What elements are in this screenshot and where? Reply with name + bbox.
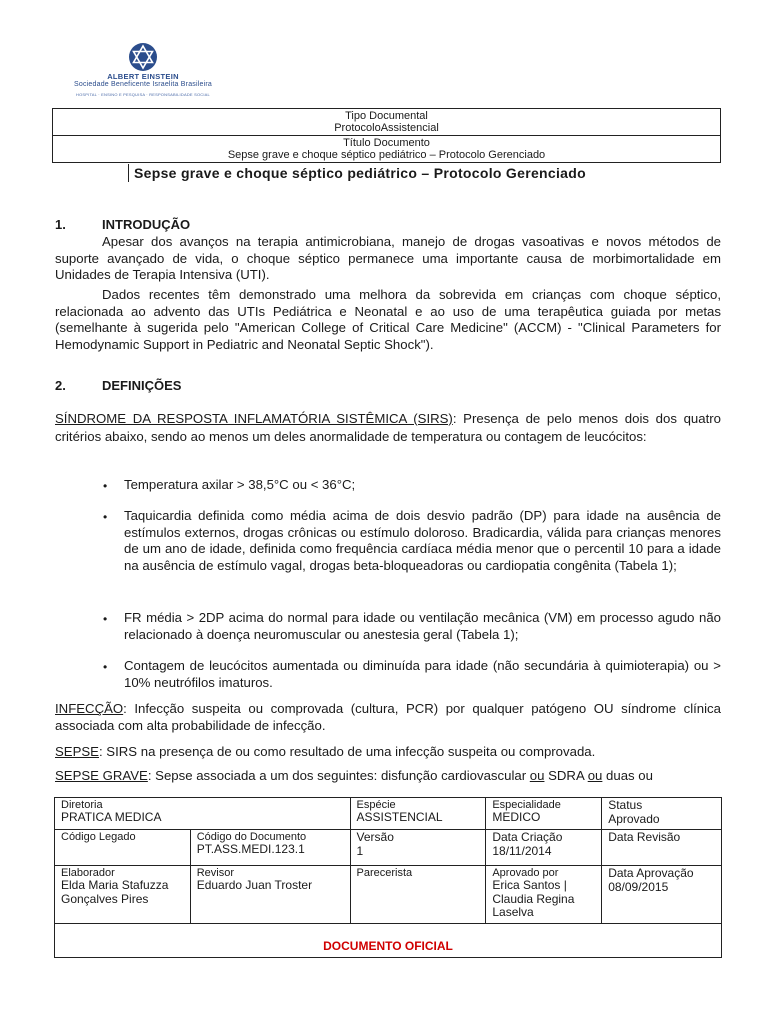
data-aprovacao-value: 08/09/2015 <box>608 879 669 894</box>
sepse-text: : SIRS na presença de ou como resultado de uma infecção suspeita ou comprovada. <box>98 744 596 759</box>
bullet-icon: • <box>103 612 108 626</box>
diretoria-label: Diretoria <box>61 799 103 811</box>
versao-label: Versão <box>356 830 394 844</box>
especie-label: Espécie <box>356 799 396 811</box>
intro-paragraph-1: Apesar dos avanços na terapia antimicrobiana, manejo de drogas vasoativas e novos métodos de suporte avançado de vida, o choque séptico permanece uma importante causa de morbimortalidade em Unidades de Terapia Intensiva (UTI). <box>55 234 721 282</box>
bullet-item: Taquicardia definida como média acima de dois desvio padrão (DP) para idade na ausência de estímulos externos, drogas crônicas ou estímulo doloroso. Bradicardia, válida para crianças menores de um ano de idade, definida como frequência cardíaca média menor que o percentil 10 para a idade na ausência de estímulo vagal, drogas beta-bloqueadoras ou cardiopatia congênita (Tabela 1); <box>124 508 721 573</box>
infeccao-term: INFECÇÃO <box>55 701 124 716</box>
sepse-grave-text-2: SDRA <box>544 768 588 783</box>
section-title-intro: INTRODUÇÃO <box>102 217 191 232</box>
aprovado-por-cell <box>486 866 602 924</box>
parecerista-cell <box>350 866 486 924</box>
titulo-documento-row <box>53 136 720 162</box>
logo-name: ALBERT EINSTEIN <box>107 72 179 81</box>
document-header-table <box>52 108 721 163</box>
tipo-documental-label: Tipo Documental <box>345 110 428 122</box>
data-aprovacao-label: Data Aprovação <box>608 866 694 880</box>
bullet-item: Contagem de leucócitos aumentada ou diminuída para idade (não secundária à quimioterapia) ou > 10% neutrófilos imaturos. <box>124 658 721 690</box>
revisor-cell <box>190 866 350 924</box>
bullet-icon: • <box>103 479 108 493</box>
codigo-legado-label: Código Legado <box>61 831 136 843</box>
diretoria-value: PRATICA MEDICA <box>61 810 162 824</box>
page-title: Sepse grave e choque séptico pediátrico – Protocolo Gerenciado <box>128 164 586 182</box>
sepse-grave-text-1: : Sepse associada a um dos seguintes: disfunção cardiovascular <box>147 768 530 783</box>
elaborador-label: Elaborador <box>61 867 115 879</box>
codigo-documento-label: Código do Documento <box>196 831 307 843</box>
sepse-grave-definition <box>55 768 721 785</box>
sepse-definition <box>55 744 721 761</box>
sirs-text: : Presença de pelo menos dois dos quatro critérios abaixo, sendo ao menos um deles anormalidade de temperatura ou contagem de leucócitos: <box>55 411 721 444</box>
status-label: Status <box>608 798 643 812</box>
sirs-definition <box>55 410 721 446</box>
aprovado-por-label: Aprovado por <box>492 867 559 879</box>
revisor-value: Eduardo Juan Troster <box>196 878 313 892</box>
star-of-david-icon <box>58 42 228 72</box>
infeccao-text: : Infecção suspeita ou comprovada (cultura, PCR) por qualquer patógeno OU síndrome clínica associada com alta probabilidade de infecção. <box>55 701 721 733</box>
versao-cell <box>350 830 486 866</box>
diretoria-cell <box>55 798 351 830</box>
logo-tagline: HOSPITAL · ENSINO E PESQUISA · RESPONSABILIDADE SOCIAL <box>76 92 210 97</box>
titulo-documento-label: Título Documento <box>343 137 430 149</box>
data-criacao-cell <box>486 830 602 866</box>
status-cell <box>602 798 722 830</box>
data-criacao-value: 18/11/2014 <box>492 843 552 858</box>
data-aprovacao-cell <box>602 866 722 924</box>
versao-value: 1 <box>356 843 364 858</box>
bullet-item: Temperatura axilar > 38,5°C ou < 36°C; <box>124 477 356 492</box>
codigo-legado-cell <box>55 830 191 866</box>
codigo-documento-value: PT.ASS.MEDI.123.1 <box>196 842 305 856</box>
logo-society: Sociedade Beneficente Israelita Brasileira <box>74 81 212 88</box>
section-number-intro: 1. <box>55 217 66 232</box>
especialidade-label: Especialidade <box>492 799 561 811</box>
section-number-definitions: 2. <box>55 378 66 393</box>
especialidade-cell <box>486 798 602 830</box>
sirs-term: SÍNDROME DA RESPOSTA INFLAMATÓRIA SISTÊMICA (SIRS) <box>55 411 453 426</box>
especialidade-value: MEDICO <box>492 810 541 824</box>
document-control-table <box>54 797 722 958</box>
elaborador-value: Elda Maria Stafuzza Gonçalves Pires <box>61 878 169 906</box>
revisor-label: Revisor <box>196 867 234 879</box>
status-value: Aprovado <box>608 811 660 826</box>
codigo-documento-cell <box>190 830 350 866</box>
intro-paragraph-2: Dados recentes têm demonstrado uma melhora da sobrevida em crianças com choque séptico, relacionada ao advento das UTIs Pediátrica e Neonatal e ao uso de uma terapêutica guiada por metas (semelhante à sugerida pelo "American College of Critical Care Medicine" (ACCM) - "Clinical Parameters for Hemodynamic Support in Pediatric and Neonatal Septic Shock"). <box>55 287 721 352</box>
infeccao-definition <box>55 701 721 734</box>
sepse-grave-text-3: duas ou <box>602 768 653 783</box>
sepse-grave-term: SEPSE GRAVE <box>55 768 148 783</box>
sepse-grave-ou-1: ou <box>529 768 545 783</box>
especie-cell <box>350 798 486 830</box>
aprovado-por-value: Erica Santos | Claudia Regina Laselva <box>492 878 575 919</box>
data-revisao-label: Data Revisão <box>608 830 681 844</box>
tipo-documental-value: ProtocoloAssistencial <box>334 122 439 134</box>
especie-value: ASSISTENCIAL <box>356 810 443 824</box>
parecerista-label: Parecerista <box>356 867 413 879</box>
documento-oficial-banner: DOCUMENTO OFICIAL <box>55 924 722 958</box>
titulo-documento-value: Sepse grave e choque séptico pediátrico – Protocolo Gerenciado <box>227 149 546 161</box>
elaborador-cell <box>55 866 191 924</box>
data-criacao-label: Data Criação <box>492 830 563 844</box>
data-revisao-cell <box>602 830 722 866</box>
tipo-documental-row <box>53 109 720 136</box>
bullet-item: FR média > 2DP acima do normal para idade ou ventilação mecânica (VM) em processo agudo não relacionado à doença neuromuscular ou anestesia geral (Tabela 1); <box>124 610 721 642</box>
sepse-grave-ou-2: ou <box>587 768 603 783</box>
bullet-icon: • <box>103 510 108 524</box>
bullet-icon: • <box>103 660 108 674</box>
section-title-definitions: DEFINIÇÕES <box>102 378 182 393</box>
sepse-term: SEPSE <box>55 744 99 759</box>
albert-einstein-logo <box>58 42 228 102</box>
